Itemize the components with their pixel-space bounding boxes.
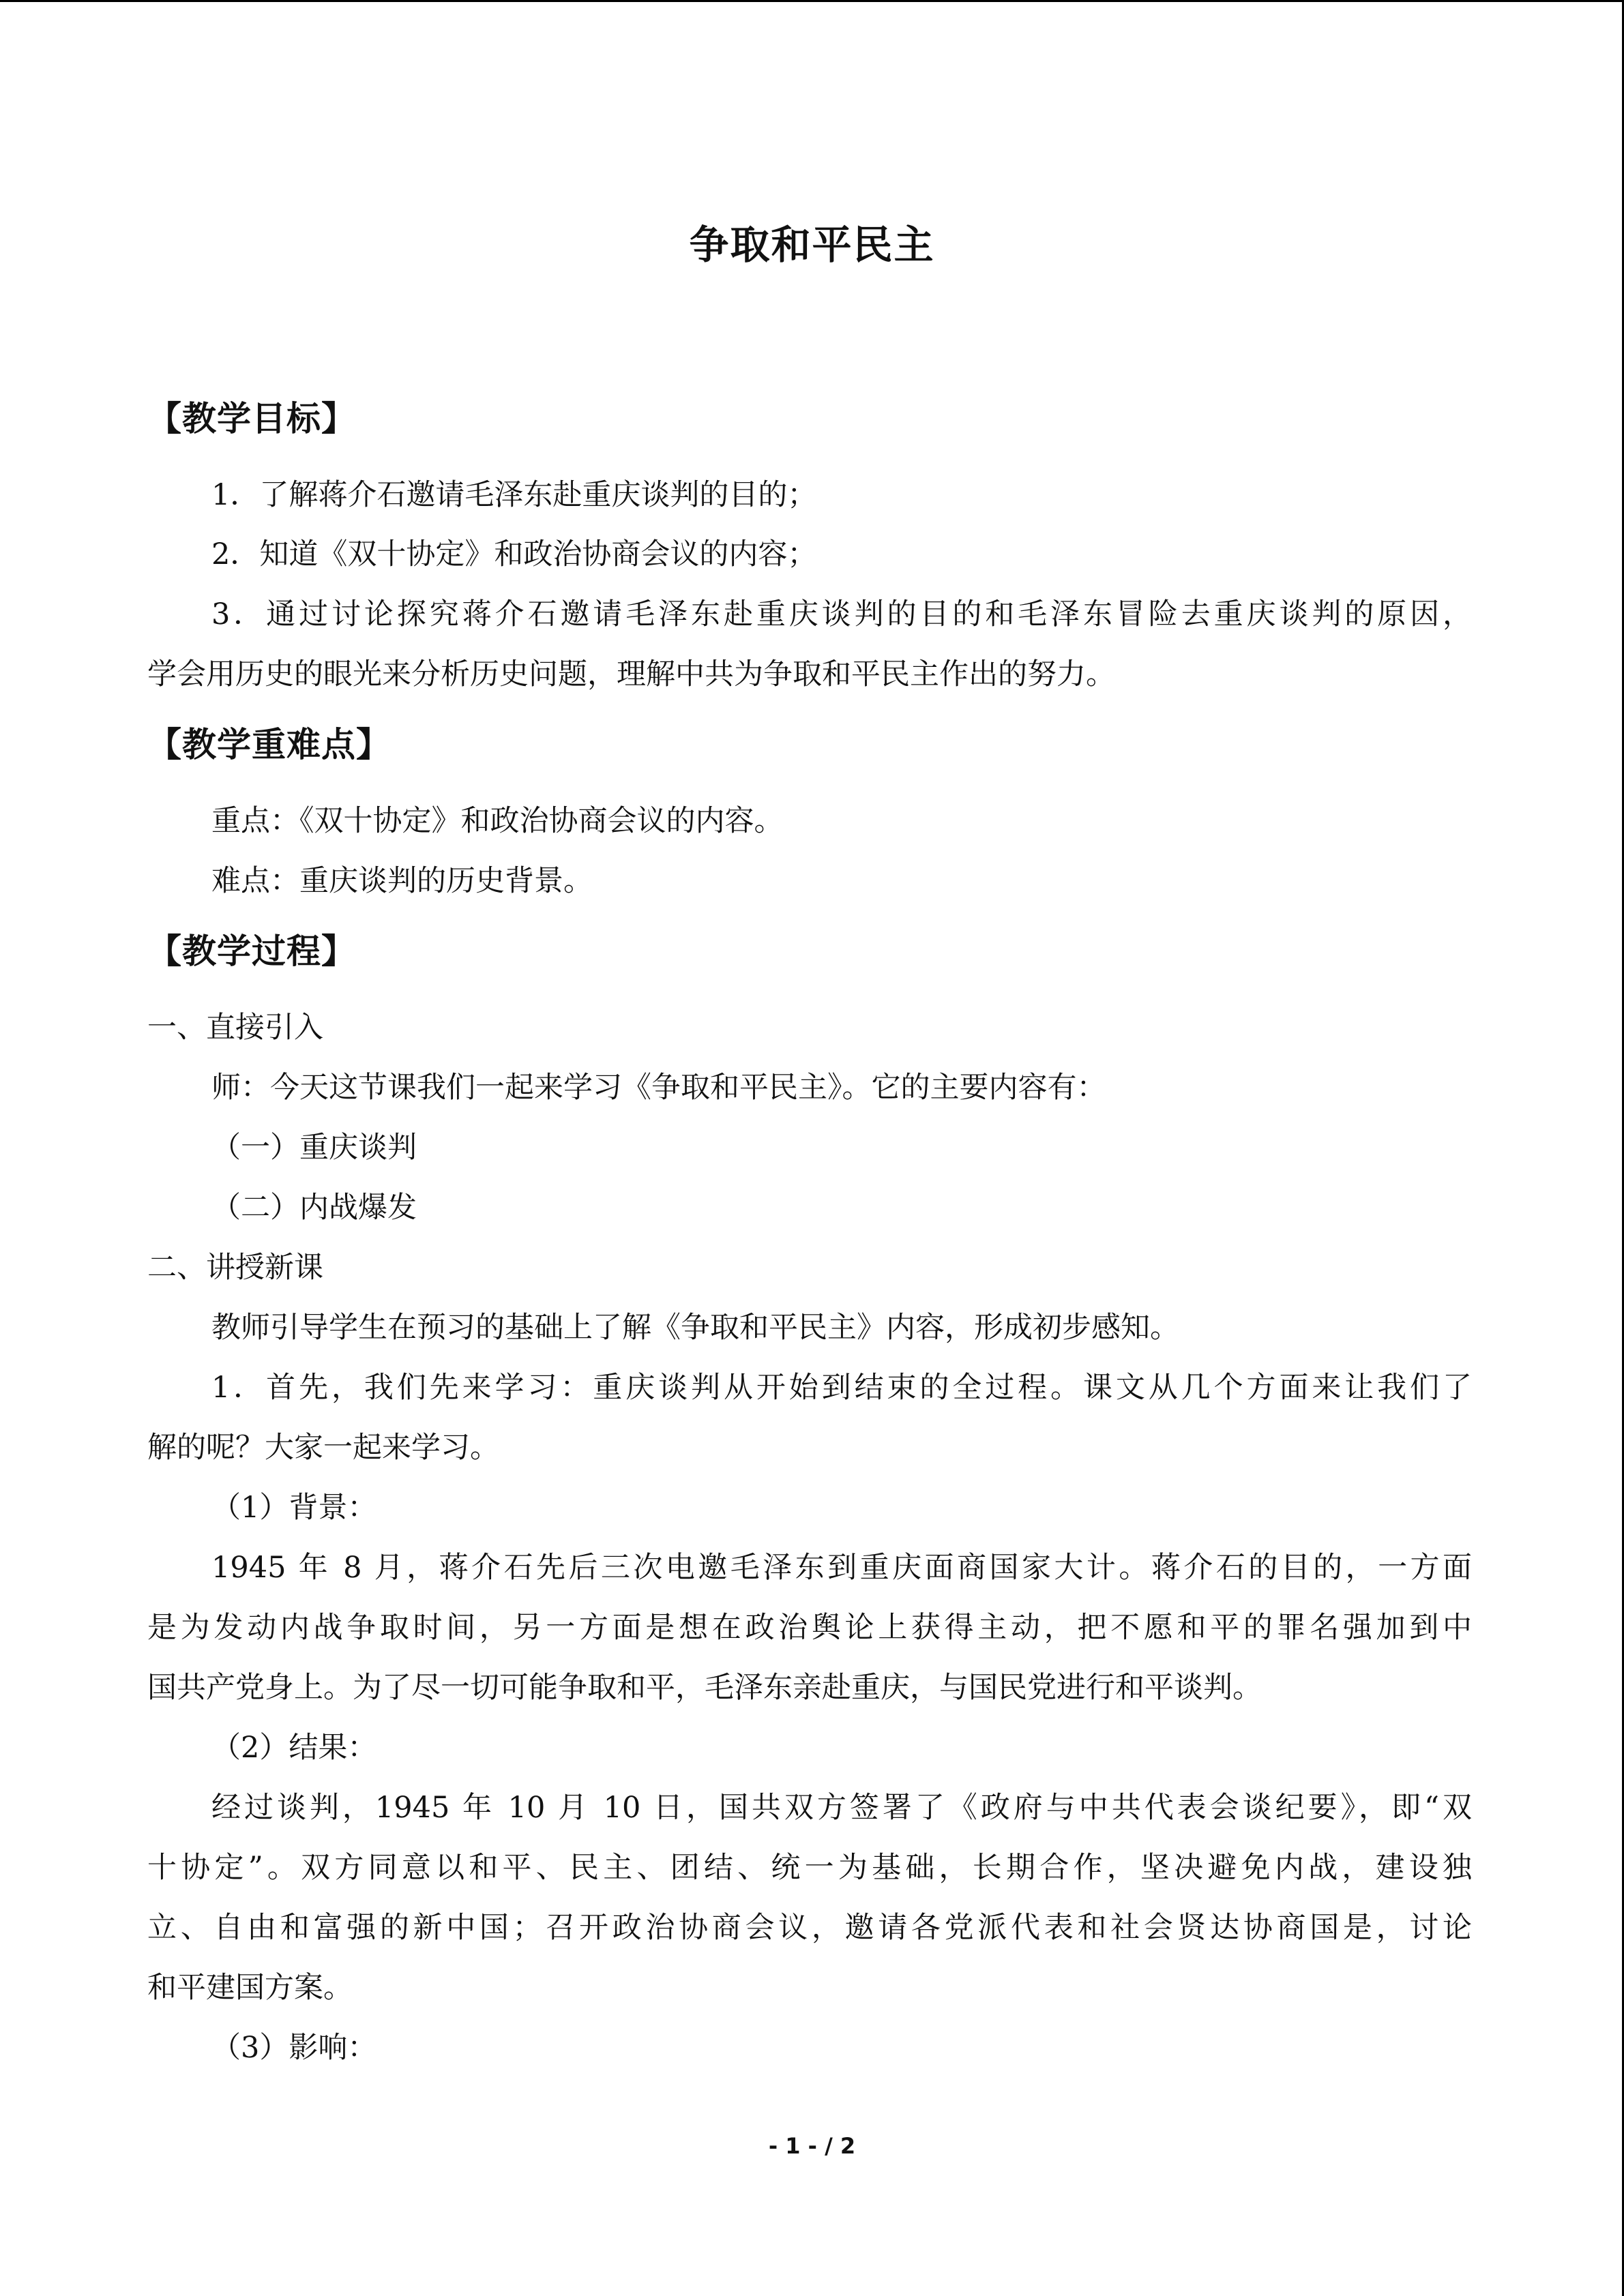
background-paragraph-line-1: 1945 年 8 月，蒋介石先后三次电邀毛泽东到重庆面商国家大计。蒋介石的目的，一方面 (211, 1551, 1472, 1585)
section-heading-goals: 【教学目标】 (147, 399, 356, 438)
page-title: 争取和平民主 (689, 222, 935, 268)
key-point-difficulty: 难点：重庆谈判的历史背景。 (211, 864, 593, 898)
result-paragraph-line-4: 和平建国方案。 (147, 1971, 353, 2005)
result-paragraph-line-1: 经过谈判，1945 年 10 月 10 日，国共双方签署了《政府与中共代表会谈纪要》，即“双 (211, 1791, 1472, 1825)
goal-item-2: 2．知道《双十协定》和政治协商会议的内容； (211, 537, 817, 571)
goal-item-1: 1．了解蒋介石邀请毛泽东赴重庆谈判的目的； (211, 478, 817, 512)
process-guidance: 教师引导学生在预习的基础上了解《争取和平民主》内容，形成初步感知。 (211, 1311, 1179, 1345)
section-heading-process: 【教学过程】 (147, 931, 356, 971)
key-point-focus: 重点：《双十协定》和政治协商会议的内容。 (211, 804, 784, 838)
subheading-background: （1）背景： (211, 1491, 377, 1525)
goal-item-3: 3．通过讨论探究蒋介石邀请毛泽东赴重庆谈判的目的和毛泽东冒险去重庆谈判的原因， (211, 597, 1472, 631)
process-topic-2: （二）内战爆发 (211, 1191, 417, 1225)
subheading-result: （2）结果： (211, 1731, 377, 1765)
page-number: - 1 - / 2 (768, 2133, 856, 2159)
result-paragraph-line-2: 十协定”。双方同意以和平、民主、团结、统一为基础，长期合作，坚决避免内战，建设独 (147, 1851, 1472, 1885)
goal-item-3-cont: 学会用历史的眼光来分析历史问题，理解中共为争取和平民主作出的努力。 (147, 657, 1115, 691)
background-paragraph-line-3: 国共产党身上。为了尽一切可能争取和平，毛泽东亲赴重庆，与国民党进行和平谈判。 (147, 1671, 1262, 1705)
process-step-1-cont: 解的呢？大家一起来学习。 (147, 1431, 499, 1465)
process-part-1: 一、直接引入 (147, 1011, 323, 1045)
subheading-impact: （3）影响： (211, 2031, 377, 2065)
section-heading-key-points: 【教学重难点】 (147, 725, 391, 764)
process-teacher-intro: 师：今天这节课我们一起来学习《争取和平民主》。它的主要内容有： (211, 1071, 1106, 1105)
process-part-2: 二、讲授新课 (147, 1251, 323, 1285)
process-topic-1: （一）重庆谈判 (211, 1131, 417, 1165)
result-paragraph-line-3: 立、自由和富强的新中国；召开政治协商会议，邀请各党派代表和社会贤达协商国是，讨论 (147, 1911, 1472, 1945)
page-border-top (0, 0, 1624, 2)
process-step-1: 1．首先，我们先来学习：重庆谈判从开始到结束的全过程。课文从几个方面来让我们了 (211, 1371, 1472, 1405)
background-paragraph-line-2: 是为发动内战争取时间，另一方面是想在政治舆论上获得主动，把不愿和平的罪名强加到中 (147, 1611, 1472, 1645)
